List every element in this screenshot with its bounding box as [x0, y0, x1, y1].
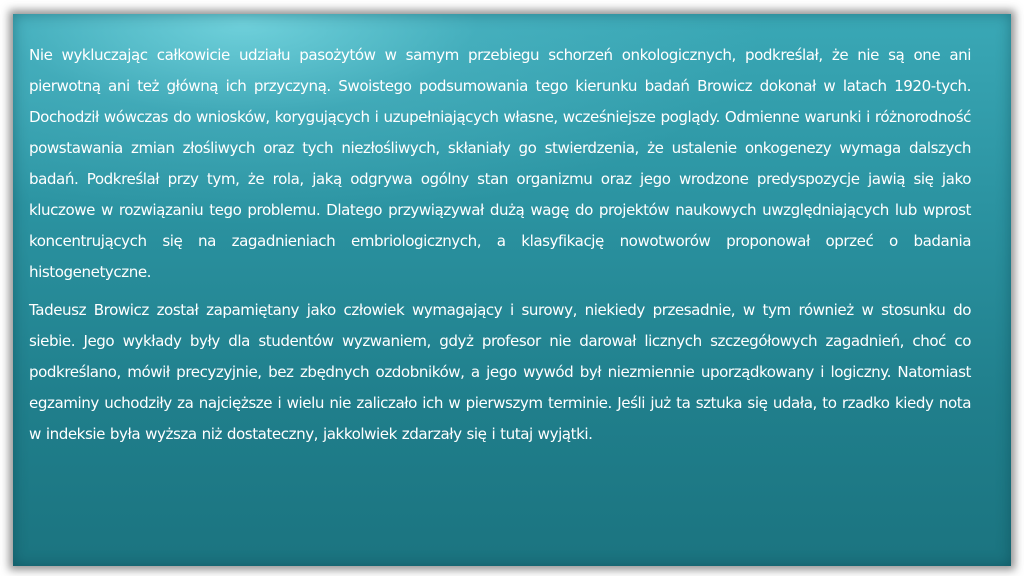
paragraph-oncology-research: Nie wykluczając całkowicie udziału pasożytów w samym przebiegu schorzeń onkologicznych, podkreślał, że nie są one ani pierwotną ani też główną ich przyczyną. Swoistego podsumowania tego kierunku badań Browicz dokonał w latach 1920-tych. Dochodził wówczas do wniosków, korygujących i uzupełniających własne, wcześniejsze poglądy. Odmienne warunki i różnorodność powstawania zmian złośliwych oraz tych niezłośliwych, skłaniały go stwierdzenia, że ustalenie onkogenezy wymaga dalszych badań. Podkreślał przy tym, że rola, jaką odgrywa ogólny stan organizmu oraz jego wrodzone predyspozycje jawią się jako kluczowe w rozwiązaniu tego problemu. Dlatego przywiązywał dużą wagę do projektów naukowych uwzględniających lub wprost koncentrujących się na zagadnieniach embriologicznych, a klasyfikację nowotworów proponował oprzeć o badania histogenetyczne. [29, 46, 971, 281]
slide-panel [13, 14, 1011, 566]
paragraph-browicz-character: Tadeusz Browicz został zapamiętany jako człowiek wymagający i surowy, niekiedy przesadnie, w tym również w stosunku do siebie. Jego wykłady były dla studentów wyzwaniem, gdyż profesor nie darował licznych szczegółowych zagadnień, choć co podkreślano, mówił precyzyjnie, bez zbędnych ozdobników, a jego wywód był niezmiennie uporządkowany i logiczny. Natomiast egzaminy uchodziły za najcięższe i wielu nie zaliczało ich w pierwszym terminie. Jeśli już ta sztuka się udała, to rzadko kiedy nota w indeksie była wyższa niż dostateczny, jakkolwiek zdarzały się i tutaj wyjątki. [29, 301, 971, 443]
slide-text-body [29, 40, 971, 457]
